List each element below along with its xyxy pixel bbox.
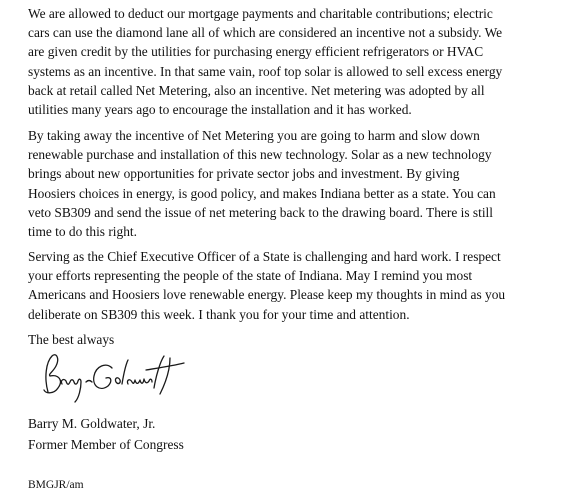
paragraph-line: systems as an incentive. In that same vain, roof top solar is allowed to sell excess energy [28, 63, 503, 79]
signer-title: Former Member of Congress [28, 437, 184, 452]
paragraph-line: renewable purchase and installation of this new technology. Solar as a new technology [28, 147, 492, 163]
reference-initials: BMGJR/am [28, 479, 84, 491]
paragraph-line: brings about new opportunities for private sector jobs and investment. By giving [28, 166, 460, 182]
paragraph-line: veto SB309 and send the issue of net metering back to the drawing board. There is still [28, 204, 493, 220]
paragraph-line: Serving as the Chief Executive Officer of a State is challenging and hard work. I respect [28, 249, 501, 264]
handwritten-signature [34, 348, 194, 408]
paragraph-line: Hoosiers choices in energy, is good policy, and makes Indiana better as a state. You can [28, 185, 496, 201]
paragraph-line: back at retail called Net Metering, also an incentive. Net metering was adopted by all [28, 82, 485, 98]
paragraph-line: your efforts representing the people of the state of Indiana. May I remind you most [28, 268, 473, 284]
paragraph-line: are given credit by the utilities for purchasing energy efficient refrigerators or HVAC [28, 44, 484, 60]
signer-name: Barry M. Goldwater, Jr. [28, 416, 156, 431]
paragraph-line: deliberate on SB309 this week. I thank you for your time and attention. [28, 306, 410, 322]
paragraph-line: time to do this right. [28, 224, 137, 240]
body-paragraph-3 [28, 247, 564, 324]
paragraph-line: By taking away the incentive of Net Metering you are going to harm and slow down [28, 128, 480, 143]
body-paragraph-1 [28, 4, 564, 119]
paragraph-line: We are allowed to deduct our mortgage payments and charitable contributions; electric [28, 6, 493, 21]
paragraph-line: Americans and Hoosiers love renewable energy. Please keep my thoughts in mind as you [28, 287, 506, 303]
paragraph-line: cars can use the diamond lane all of which are considered an incentive not a subsidy. We [28, 25, 503, 41]
paragraph-line: utilities many years ago to encourage the installation and it has worked. [28, 102, 412, 118]
body-paragraph-2 [28, 126, 564, 241]
closing-line: The best always [28, 332, 115, 347]
